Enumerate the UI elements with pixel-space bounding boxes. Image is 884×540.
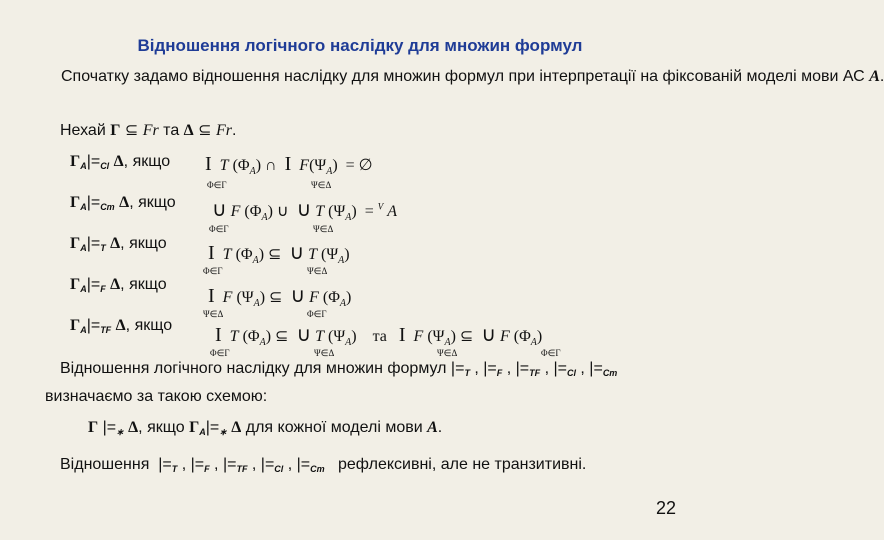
def-sub: Cl <box>100 161 110 171</box>
formula-tf: I T $(\Phi_A)$ ⊆ ∪ T $(\Psi_A)$ та I F $(\Psi_A)$ ⊆ ∪ F $(\Phi_A)$ <box>215 324 543 349</box>
intro-var: A <box>869 68 880 85</box>
def-sub: Cm <box>100 202 115 212</box>
slide-title: Відношення логічного наслідку для множин формул <box>137 36 583 55</box>
formula-t: I T $(\Phi_A)$ ⊆ ∪ T $(\Psi_A)$ <box>208 242 350 267</box>
scheme-dot: . <box>437 419 443 436</box>
scheme-line: визначаємо за такою схемою: <box>45 388 268 405</box>
gamma-symbol: Γ <box>110 122 121 139</box>
delta-symbol: Δ <box>183 122 194 139</box>
fr-symbol: Fr <box>142 122 159 139</box>
def-word: , якщо <box>123 153 171 170</box>
let-dot: . <box>232 122 237 139</box>
and-word: та <box>163 122 180 139</box>
scheme-word-1: , якщо <box>138 419 185 436</box>
relations-text: Відношення логічного наслідку для множин формул <box>60 360 447 377</box>
intro-paragraph <box>45 64 884 89</box>
let-line <box>60 120 236 140</box>
scheme-rule: Γ |=∗ Δ, якщо ΓA|=∗ Δ для кожної моделі мови A. <box>88 419 443 437</box>
final-line: Відношення |=T , |=F , |=TF , |=Cl , |=Cm рефлексивні, але не транзитивні. <box>60 456 587 474</box>
formula-f: I F $(\Psi_A)$ ⊆ ∪ F $(\Phi_A)$ <box>208 285 352 310</box>
final-prefix: Відношення <box>60 456 150 473</box>
def-row-f: ΓA|=F Δ, якщо <box>70 276 167 294</box>
scheme-word-2: для кожної моделі мови <box>245 419 423 436</box>
intro-dot: . <box>879 68 884 85</box>
def-word: , якщо <box>120 235 167 252</box>
final-suffix: рефлексивні, але не транзитивні. <box>338 456 587 473</box>
def-row-t: ΓA|=T Δ, якщо <box>70 235 167 253</box>
def-row-cm: ΓA|=Cm Δ, якщо <box>70 194 176 212</box>
formula-cl: I T $(\Phi_A)$ ∩ I $F(\Psi_A)$ = ∅ <box>205 153 373 178</box>
subset-symbol-2: ⊆ <box>198 122 212 139</box>
def-word: , якщо <box>125 317 173 334</box>
scheme-var: A <box>427 419 438 436</box>
def-sub: TF <box>100 325 112 335</box>
page-number: 22 <box>655 498 676 518</box>
intro-text: Спочатку задамо відношення наслідку для множин формул при інтерпретації на фіксованій моделі мови АС <box>61 68 865 85</box>
def-row-cl: ΓA|=Cl Δ, якщо <box>70 153 171 171</box>
def-word: , якщо <box>129 194 176 211</box>
relations-line: Відношення логічного наслідку для множин формул |=T , |=F , |=TF , |=Cl , |=Cm <box>60 360 618 378</box>
def-word: , якщо <box>120 276 167 293</box>
let-prefix: Нехай <box>60 122 106 139</box>
def-sub: T <box>100 243 106 253</box>
def-row-tf: ΓA|=TF Δ, якщо <box>70 317 173 335</box>
def-sub: F <box>100 284 106 294</box>
formula-cm: ∪ F $(\Phi_A)$ ∪ ∪ T $(\Psi_A) = ^V$ A <box>212 199 398 224</box>
subset-symbol: ⊆ <box>124 122 139 139</box>
fr-symbol-2: Fr <box>216 122 233 139</box>
